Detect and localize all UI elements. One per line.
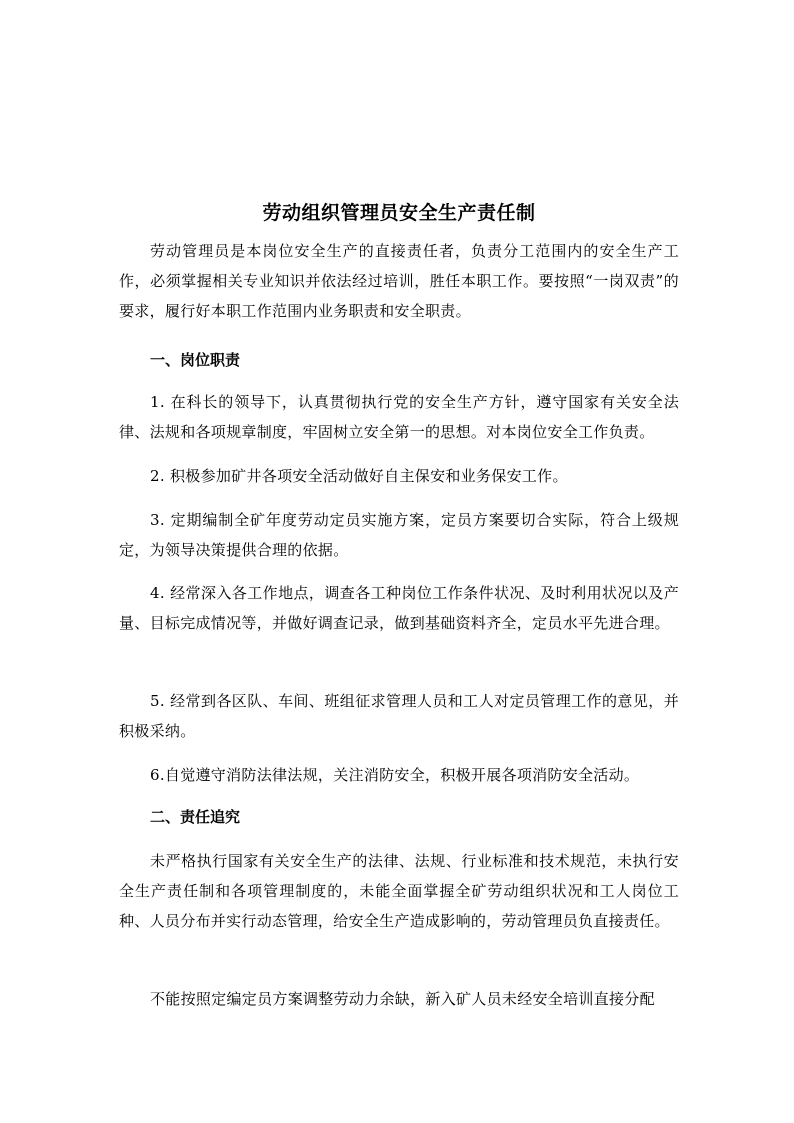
duty-item-5: 5. 经常到各区队、车间、班组征求管理人员和工人对定员管理工作的意见，并积极采纳。 bbox=[119, 692, 679, 740]
duty-item-1: 1. 在科长的领导下，认真贯彻执行党的安全生产方针，遵守国家有关安全法律、法规和各项规章制度，牢固树立安全第一的思想。对本岗位安全工作负责。 bbox=[119, 393, 679, 441]
duty-item-3: 3. 定期编制全矿年度劳动定员实施方案，定员方案要切合实际，符合上级规定，为领导决策提供合理的依据。 bbox=[119, 511, 679, 559]
duty-item-4: 4. 经常深入各工作地点，调查各工种岗位工作条件状况、及时利用状况以及产量、目标完成情况等，并做好调查记录，做到基础资料齐全，定员水平先进合理。 bbox=[119, 584, 679, 632]
duty-item-6: 6.自觉遵守消防法律法规，关注消防安全，积极开展各项消防安全活动。 bbox=[150, 766, 640, 784]
document-title: 劳动组织管理员安全生产责任制 bbox=[262, 201, 536, 224]
section-heading-duties: 一、岗位职责 bbox=[150, 351, 241, 369]
accountability-paragraph-1: 未严格执行国家有关安全生产的法律、法规、行业标准和技术规范，未执行安全生产责任制和各项管理制度的，未能全面掌握全矿劳动组织状况和工人岗位工种、人员分布并实行动态管理，给安全生产造成影响的，劳动管理员负直接责任。 bbox=[119, 852, 679, 930]
intro-paragraph: 劳动管理员是本岗位安全生产的直接责任者，负责分工范围内的安全生产工作，必须掌握相关专业知识并依法经过培训，胜任本职工作。要按照“一岗双责”的要求，履行好本职工作范围内业务职责和安全职责。 bbox=[119, 242, 679, 320]
duty-item-2: 2. 积极参加矿井各项安全活动做好自主保安和业务保安工作。 bbox=[150, 467, 568, 485]
section-heading-accountability: 二、责任追究 bbox=[150, 808, 241, 826]
accountability-paragraph-2: 不能按照定编定员方案调整劳动力余缺，新入矿人员未经安全培训直接分配 bbox=[150, 990, 655, 1008]
